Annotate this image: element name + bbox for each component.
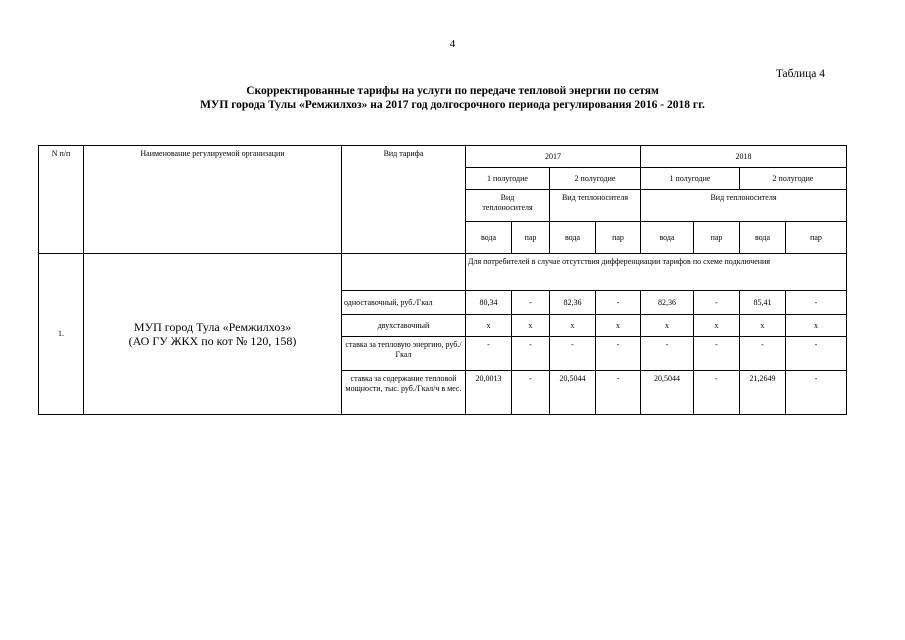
- tariff-name: ставка за содержание тепловой мощности, тыс. руб./Гкал/ч в мес.: [342, 371, 466, 415]
- tariff-value: -: [786, 371, 847, 415]
- header-steam: пар: [596, 222, 641, 254]
- tariff-value: -: [512, 291, 550, 315]
- header-num: N п/п: [39, 146, 84, 254]
- header-org: Наименование регулируемой организации: [84, 146, 342, 254]
- document-title: [0, 84, 905, 112]
- tariff-value: -: [740, 337, 786, 371]
- tariff-value: 20,5044: [641, 371, 694, 415]
- tariff-value: -: [550, 337, 596, 371]
- header-row-years: [39, 146, 847, 168]
- header-2017-half-2: 2 полугодие: [550, 168, 641, 190]
- tariff-value: 85,41: [740, 291, 786, 315]
- tariff-value: -: [694, 291, 740, 315]
- tariff-value: -: [596, 371, 641, 415]
- tariff-value: х: [641, 315, 694, 337]
- tariff-value: х: [694, 315, 740, 337]
- tariff-value: 82,36: [550, 291, 596, 315]
- tariff-value: 80,34: [466, 291, 512, 315]
- tariff-value: х: [550, 315, 596, 337]
- row-number: 1.: [39, 254, 84, 415]
- empty-cell: [342, 254, 466, 291]
- tariff-value: -: [596, 291, 641, 315]
- tariff-value: х: [786, 315, 847, 337]
- organization-line-2: (АО ГУ ЖКХ по кот № 120, 158): [128, 334, 297, 348]
- title-line-2: МУП города Тулы «Ремжилхоз» на 2017 год долгосрочного периода регулирования 2016 - 2018 гг.: [200, 99, 705, 111]
- header-year-2017: 2017: [466, 146, 641, 168]
- header-steam: пар: [786, 222, 847, 254]
- tariff-value: 21,2649: [740, 371, 786, 415]
- tariff-value: -: [512, 371, 550, 415]
- tariff-value: -: [641, 337, 694, 371]
- tariff-value: 82,36: [641, 291, 694, 315]
- header-water: вода: [466, 222, 512, 254]
- table-row-consumers: [39, 254, 847, 291]
- organization-name: [84, 254, 342, 415]
- header-2017-half-1: 1 полугодие: [466, 168, 550, 190]
- header-2018-half-1: 1 полугодие: [641, 168, 740, 190]
- page-number: 4: [449, 38, 456, 50]
- tariff-value: -: [596, 337, 641, 371]
- header-steam: пар: [512, 222, 550, 254]
- tariff-value: х: [466, 315, 512, 337]
- tariff-value: х: [512, 315, 550, 337]
- header-steam: пар: [694, 222, 740, 254]
- tariff-value: -: [694, 371, 740, 415]
- tariff-value: -: [694, 337, 740, 371]
- tariff-value: х: [596, 315, 641, 337]
- tariff-value: -: [786, 337, 847, 371]
- tariff-value: -: [786, 291, 847, 315]
- tariff-name: ставка за тепловую энергию, руб./Гкал: [342, 337, 466, 371]
- header-year-2018: 2018: [641, 146, 847, 168]
- tariff-table: [38, 145, 847, 415]
- header-2018-half-2: 2 полугодие: [740, 168, 847, 190]
- title-line-1: Скорректированные тарифы на услуги по передаче тепловой энергии по сетям: [246, 85, 659, 97]
- tariff-value: 20,0013: [466, 371, 512, 415]
- header-water: вода: [641, 222, 694, 254]
- header-tariff-type: Вид тарифа: [342, 146, 466, 254]
- header-coolant-2017-h1: Вид теплоносителя: [466, 190, 550, 222]
- organization-line-1: МУП город Тула «Ремжилхоз»: [133, 320, 292, 334]
- header-water: вода: [740, 222, 786, 254]
- consumers-note: Для потребителей в случае отсутствия дифференциации тарифов по схеме подключения: [466, 254, 847, 291]
- tariff-name: двухставочный: [342, 315, 466, 337]
- header-water: вода: [550, 222, 596, 254]
- tariff-value: -: [512, 337, 550, 371]
- tariff-value: -: [466, 337, 512, 371]
- tariff-name: одноставочный, руб./Гкал: [342, 291, 466, 315]
- header-coolant-2017-h2: Вид теплоносителя: [550, 190, 641, 222]
- tariff-value: 20,5044: [550, 371, 596, 415]
- table-label: Таблица 4: [775, 68, 825, 80]
- tariff-value: х: [740, 315, 786, 337]
- header-coolant-2018: Вид теплоносителя: [641, 190, 847, 222]
